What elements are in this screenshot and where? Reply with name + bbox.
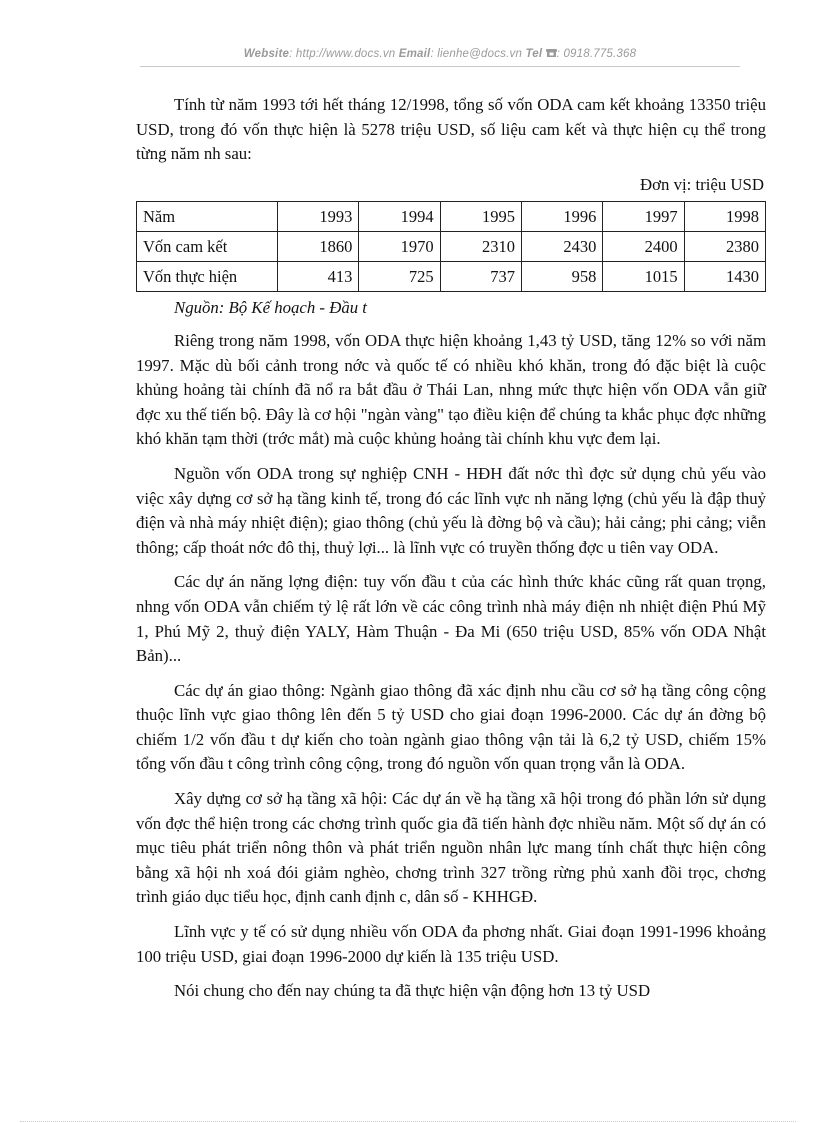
table-cell: Vốn cam kết — [137, 232, 278, 262]
table-row — [137, 232, 766, 262]
tel-value: : 0918.775.368 — [556, 48, 637, 60]
table-cell: 958 — [521, 262, 602, 292]
table-cell: 1430 — [684, 262, 765, 292]
body-paragraph: Các dự án năng lợng điện: tuy vốn đầu t của các hình thức khác cũng rất quan trọng, nhng vốn ODA vẫn chiếm tỷ lệ rất lớn về các công trình nhà máy điện nh nhiệt điện Phú Mỹ 1, Phú Mỹ 2, thuỷ điện YALY, Hàm Thuận - Đa Mi (650 triệu USD, 85% vốn ODA Nhật Bản)... — [136, 572, 766, 666]
email-value: : lienhe@docs.vn — [430, 48, 523, 60]
website-value: : http://www.docs.vn — [289, 48, 396, 60]
table-cell: 2430 — [521, 232, 602, 262]
unit-label: Đơn vị: triệu USD — [639, 174, 764, 194]
document-body — [136, 93, 766, 1014]
body-paragraph: Lĩnh vực y tế có sử dụng nhiều vốn ODA đa phơng nhất. Giai đoạn 1991-1996 khoảng 100 triệu USD, giai đoạn 1996-2000 dự kiến là 135 triệu USD. — [136, 922, 766, 966]
oda-table — [136, 201, 766, 292]
website-label: Website — [243, 48, 290, 60]
phone-icon — [546, 48, 557, 58]
table-header-cell: 1995 — [440, 202, 521, 232]
table-cell: 2310 — [440, 232, 521, 262]
table-row — [137, 262, 766, 292]
table-cell: 737 — [440, 262, 521, 292]
table-header-cell: 1994 — [359, 202, 440, 232]
header-divider — [140, 66, 740, 67]
table-cell: 413 — [278, 262, 359, 292]
table-header-cell: 1997 — [603, 202, 684, 232]
table-header-cell: Năm — [137, 202, 278, 232]
table-cell: 1860 — [278, 232, 359, 262]
table-header-cell: 1998 — [684, 202, 765, 232]
table-header-cell: 1996 — [521, 202, 602, 232]
body-paragraph: Các dự án giao thông: Ngành giao thông đã xác định nhu cầu cơ sở hạ tầng công cộng thuộc lĩnh vực giao thông lên đến 5 tỷ USD cho giai đoạn 1996-2000. Các dự án đờng bộ chiếm 1/2 vốn đầu t dự kiến cho toàn ngành giao thông vận tải là 6,2 tỷ USD, chiếm 15% tổng vốn đầu t công trình công cộng, trong đó nguồn vốn quan trọng vẫn là ODA. — [136, 680, 766, 774]
tel-label: Tel — [525, 48, 543, 60]
table-cell: 725 — [359, 262, 440, 292]
body-paragraph: Xây dựng cơ sở hạ tầng xã hội: Các dự án về hạ tầng xã hội trong đó phần lớn sử dụng vốn đợc thể hiện trong các chơng trình quốc gia đã tiến hành đợc nhiều năm. Một số dự án có mục tiêu phát triển nông thôn và phát triển nguồn nhân lực mang tính chất thực hiện công bằng xã hội nh xoá đói giảm nghèo, chơng trình 327 trồng rừng phủ xanh đồi trọc, chơng trình giáo dục tiểu học, định canh định c, dân số - KHHGĐ. — [136, 789, 766, 907]
body-paragraph: Riêng trong năm 1998, vốn ODA thực hiện khoảng 1,43 tỷ USD, tăng 12% so với năm 1997. Mặc dù bối cảnh trong nớc và quốc tế có nhiều khó khăn, trong đó đặc biệt là cuộc khủng hoảng tài chính đã nổ ra bắt đầu ở Thái Lan, nhng mức thực hiện vốn ODA vẫn giữ đợc xu thế tiến bộ. Đây là cơ hội "ngàn vàng" tạo điều kiện để chúng ta khắc phục đợc những khó khăn tạm thời (trớc mắt) mà cuộc khủng hoảng tài chính khu vực đem lại. — [136, 330, 766, 449]
table-cell: 1970 — [359, 232, 440, 262]
table-cell: 2380 — [684, 232, 765, 262]
source-note: Nguồn: Bộ Kế hoạch - Đầu t — [174, 298, 367, 318]
table-cell: 2400 — [603, 232, 684, 262]
page-bottom-divider — [20, 1121, 796, 1122]
intro-paragraph: Tính từ năm 1993 tới hết tháng 12/1998, tổng số vốn ODA cam kết khoảng 13350 triệu USD, trong đó vốn thực hiện là 5278 triệu USD, số liệu cam kết và thực hiện cụ thể trong từng năm nh sau: — [136, 95, 766, 164]
table-cell: Vốn thực hiện — [137, 262, 278, 292]
table-cell: 1015 — [603, 262, 684, 292]
body-paragraph: Nói chung cho đến nay chúng ta đã thực hiện vận động hơn 13 tỷ USD — [174, 981, 651, 1001]
body-paragraph: Nguồn vốn ODA trong sự nghiệp CNH - HĐH đất nớc thì đợc sử dụng chủ yếu vào việc xây dựng cơ sở hạ tầng kinh tế, trong đó các lĩnh vực nh năng lợng (chủ yếu là đập thuỷ điện và nhà máy nhiệt điện); giao thông (chủ yếu là đờng bộ và cầu); hải cảng; phi cảng; viễn thông; cấp thoát nớc đô thị, thuỷ lợi... là lĩnh vực có truyền thống đợc u tiên vay ODA. — [136, 463, 766, 557]
table-header-cell: 1993 — [278, 202, 359, 232]
email-label: Email — [398, 48, 431, 60]
page-header — [140, 48, 740, 60]
table-header-row — [137, 202, 766, 232]
